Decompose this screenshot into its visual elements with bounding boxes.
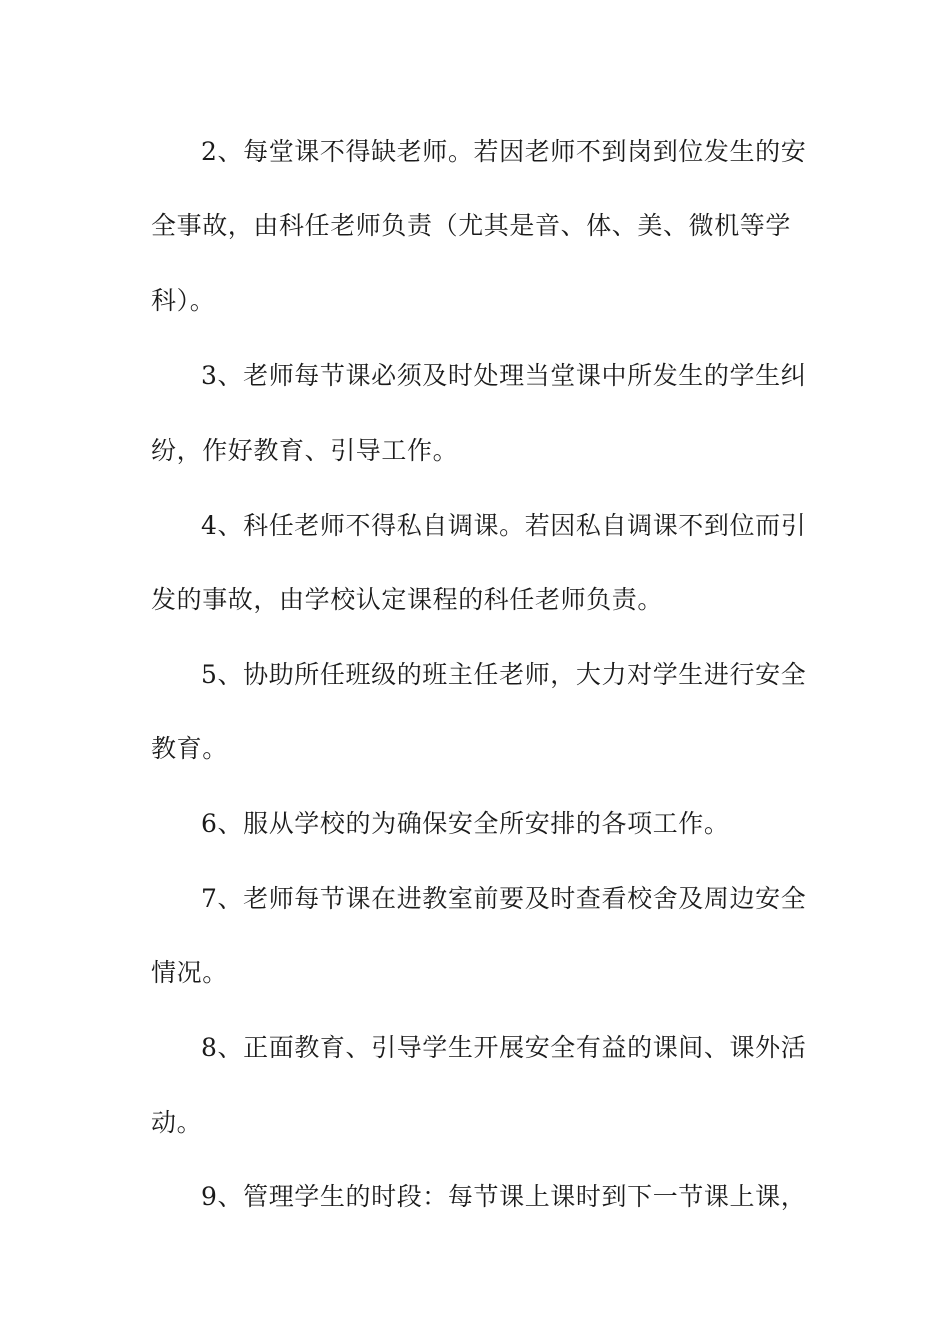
text-line: 教育。 [151,734,228,763]
text-line: 2、每堂课不得缺老师。若因老师不到岗到位发生的安 [201,137,807,166]
text-line: 情况。 [151,958,228,987]
text-line: 9、管理学生的时段：每节课上课时到下一节课上课， [201,1182,807,1211]
text-line: 动。 [151,1108,203,1137]
text-line: 8、正面教育、引导学生开展安全有益的课间、课外活 [201,1033,807,1062]
text-line: 4、科任老师不得私自调课。若因私自调课不到位而引 [201,511,807,540]
text-line: 科）。 [151,286,216,315]
text-line: 3、老师每节课必须及时处理当堂课中所发生的学生纠 [201,361,807,390]
text-line: 5、协助所任班级的班主任老师，大力对学生进行安全 [201,660,807,689]
text-line: 全事故，由科任老师负责（尤其是音、体、美、微机等学 [151,211,792,240]
text-line: 纷，作好教育、引导工作。 [151,436,459,465]
text-line: 发的事故，由学校认定课程的科任老师负责。 [151,585,664,614]
text-line: 7、老师每节课在进教室前要及时查看校舍及周边安全 [201,884,807,913]
text-line: 6、服从学校的为确保安全所安排的各项工作。 [201,809,730,838]
